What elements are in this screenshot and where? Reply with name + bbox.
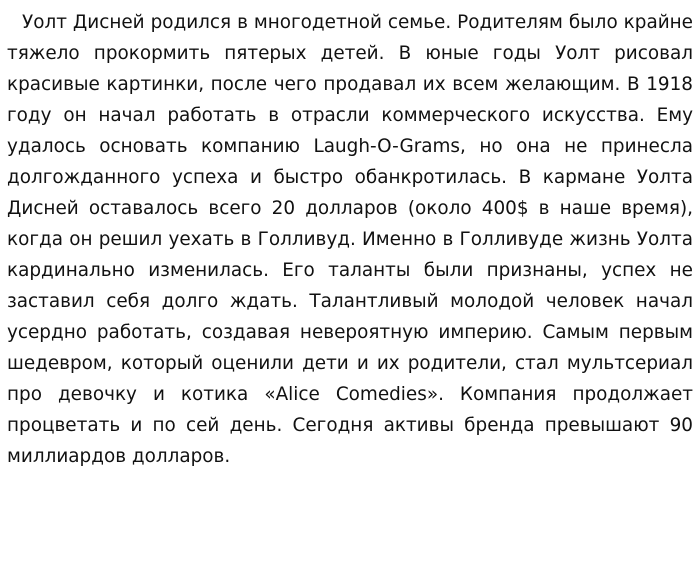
body-paragraph: Уолт Дисней родился в многодетной семье. Родителям было крайне тяжело прокормить пятерых детей. В юные годы Уолт рисовал красивые картинки, после чего продавал их всем желающим. В 1918 году он начал работать в отрасли коммерческого искусства. Ему удалось основать компанию Laugh-O-Grams, но она не принесла долгожданного успеха и быстро обанкротилась. В кармане Уолта Дисней оставалось всего 20 долларов (около 400$ в наше время), когда он решил уехать в Голливуд. Именно в Голливуде жизнь Уолта кардинально изменилась. Его таланты были признаны, успех не заставил себя долго ждать. Талантливый молодой человек начал усердно работать, создавая невероятную империю. Самым первым шедевром, который оценили дети и их родители, стал мультсериал про девочку и котика «Alice Comedies». Компания продолжает процветать и по сей день. Сегодня активы бренда превышают 90 миллиардов долларов. (7, 12, 693, 467)
